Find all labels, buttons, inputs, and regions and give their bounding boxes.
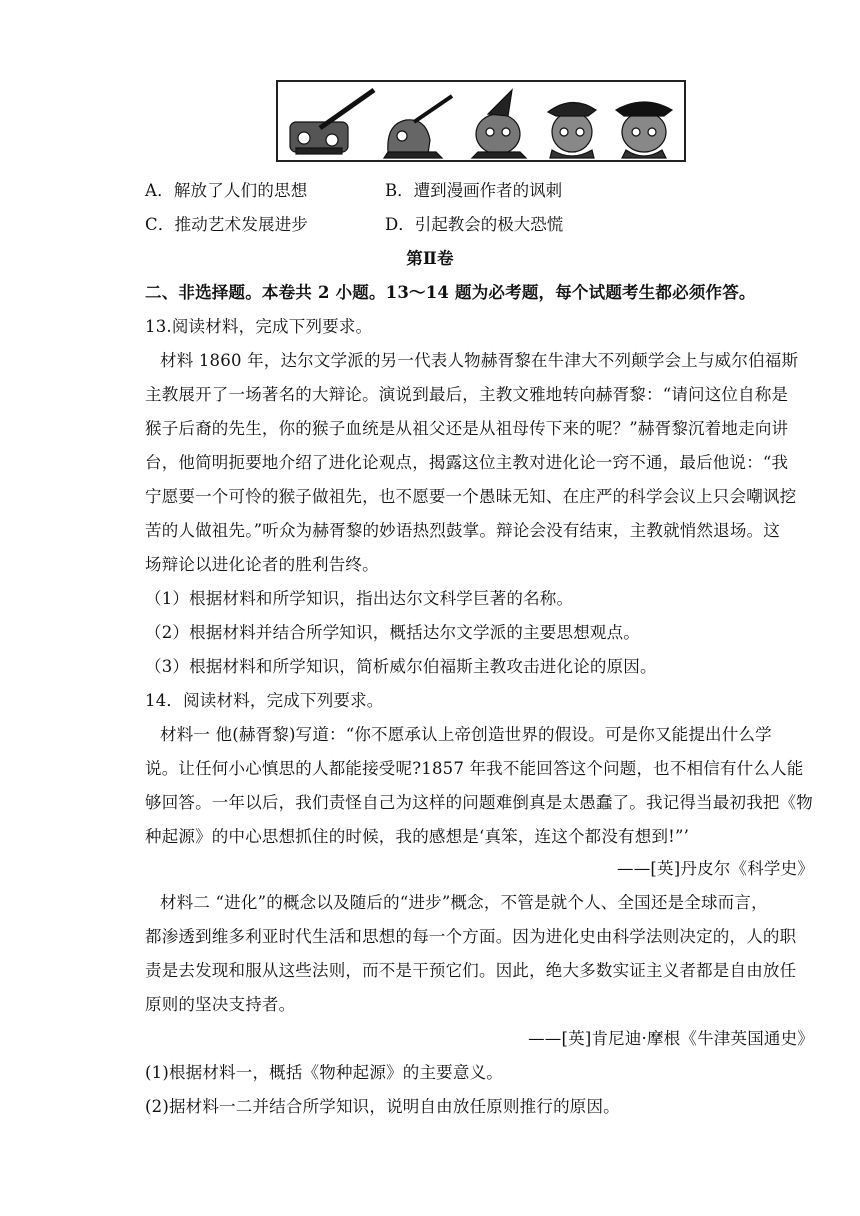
- section-instruction: 二、非选择题。本卷共 2 小题。13～14 题为必考题，每个试题考生都必须作答。: [145, 283, 756, 302]
- q14-material1-line: 种起源》的中心思想抓住的时候，我的感想是‘真笨，连这个都没有想到!”’: [145, 827, 690, 846]
- q13-question-3: （3）根据材料和所学知识，简析威尔伯福斯主教攻击进化论的原因。: [145, 657, 657, 676]
- q13-material-line: 猴子后裔的先生，你的猴子血统是从祖父还是从祖母传下来的呢？”赫胥黎沉着地走向讲: [145, 419, 789, 438]
- q14-material2-line: 责是去发现和服从这些法则，而不是干预它们。因此，绝大多数实证主义者都是自由放任: [145, 961, 797, 980]
- q14-question-2: (2)据材料一二并结合所学知识，说明自由放任原则推行的原因。: [145, 1097, 620, 1116]
- q14-material2-line: 都渗透到维多利亚时代生活和思想的每一个方面。因为进化史由科学法则决定的，人的职: [145, 927, 797, 946]
- q14-source-2: ——[英]肯尼迪·摩根《牛津英国通史》: [528, 1029, 814, 1048]
- q14-question-1: (1)根据材料一，概括《物种起源》的主要意义。: [145, 1063, 503, 1082]
- q14-header: 14．阅读材料，完成下列要求。: [145, 691, 384, 710]
- q13-question-2: （2）根据材料并结合所学知识，概括达尔文学派的主要思想观点。: [145, 623, 640, 642]
- q14-material1-line: 说。让任何小心慎思的人都能接受呢?1857 年我不能回答这个问题，也不相信有什么人能: [145, 759, 804, 778]
- q13-material-line: 宁愿要一个可怜的猴子做祖先，也不愿要一个愚昧无知、在庄严的科学会议上只会嘲讽挖: [145, 487, 797, 506]
- q14-material1-line: 够回答。一年以后，我们责怪自己为这样的问题难倒真是太愚蠢了。我记得当最初我把《物: [145, 793, 813, 812]
- option-b: B．遭到漫画作者的讽刺: [385, 181, 563, 200]
- cartoon-illustration: [276, 80, 686, 162]
- q13-material-line: 主教展开了一场著名的大辩论。演说到最后，主教文雅地转向赫胥黎：“请问这位自称是: [145, 385, 789, 404]
- q14-material1-line: 材料一 他(赫胥黎)写道：“你不愿承认上帝创造世界的假设。可是你又能提出什么学: [160, 725, 772, 744]
- q13-material-line: 苦的人做祖先。”听众为赫胥黎的妙语热烈鼓掌。辩论会没有结束，主教就悄然退场。这: [145, 521, 780, 540]
- q13-question-1: （1）根据材料和所学知识，指出达尔文科学巨著的名称。: [145, 589, 574, 608]
- option-a: A．解放了人们的思想: [145, 181, 308, 200]
- section-title: 第Ⅱ卷: [406, 249, 454, 268]
- option-c: C．推动艺术发展进步: [145, 215, 309, 234]
- q14-material2-line: 材料二 “进化”的概念以及随后的“进步”概念，不管是就个人、全国还是全球而言，: [160, 893, 768, 912]
- q14-source-1: ——[英]丹皮尔《科学史》: [617, 859, 814, 878]
- q13-header: 13.阅读材料，完成下列要求。: [145, 317, 373, 336]
- q13-material-line: 台，他简明扼要地介绍了进化论观点，揭露这位主教对进化论一窍不通，最后他说：“我: [145, 453, 789, 472]
- option-d: D．引起教会的极大恐慌: [385, 215, 564, 234]
- q13-material-line: 场辩论以进化论者的胜利告终。: [145, 555, 379, 574]
- q14-material2-line: 原则的坚决支持者。: [145, 995, 296, 1014]
- q13-material-line: 材料 1860 年，达尔文学派的另一代表人物赫胥黎在牛津大不列颠学会上与威尔伯福斯: [160, 351, 799, 370]
